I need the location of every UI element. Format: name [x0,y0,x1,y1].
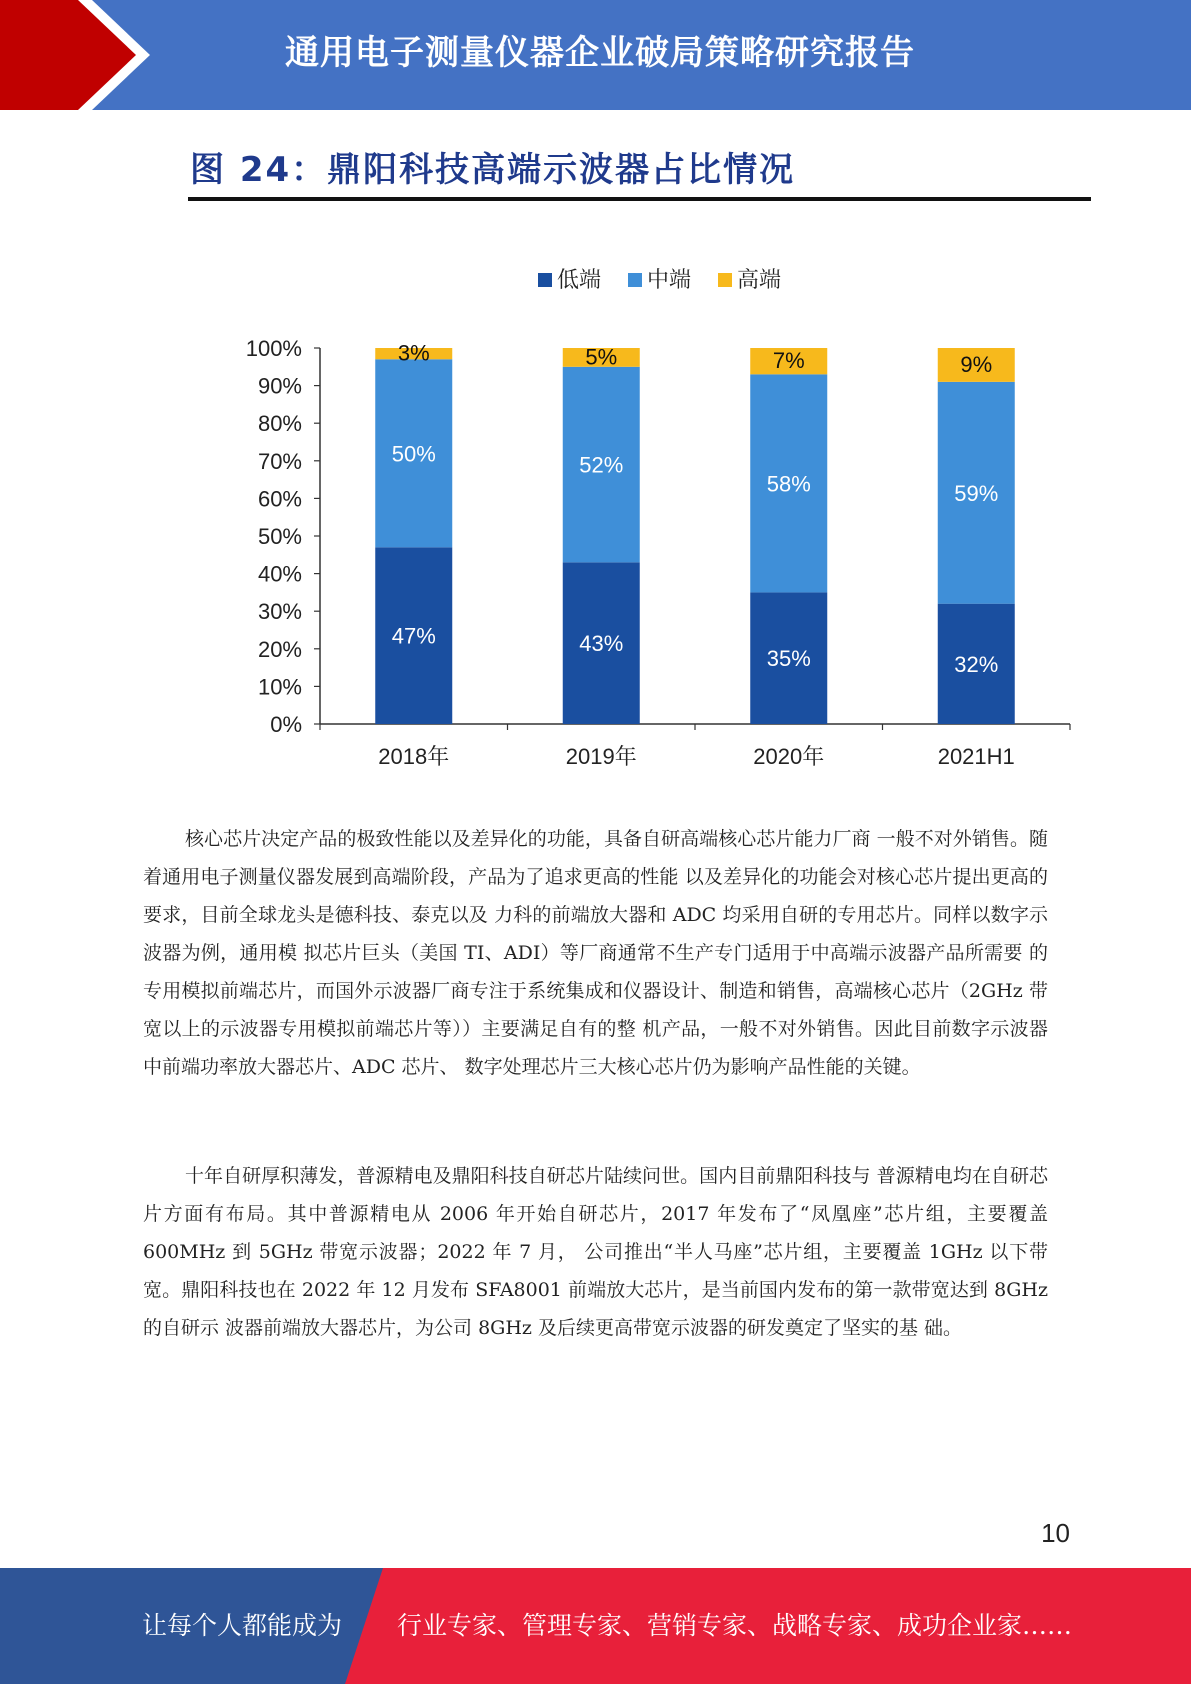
bar-label-2-1: 5% [585,344,618,370]
y-tick-label-7: 70% [257,448,302,474]
body-paragraph-2: 十年自研厚积薄发，普源精电及鼎阳科技自研芯片陆续问世。国内目前鼎阳科技与 普源精电均在自研芯片方面有布局。其中普源精电从 2006 年开始自研芯片，2017 年发布了“凤凰座”芯片组，主要覆盖 600MHz 到 5GHz 带宽示波器；2022 年 7 月， 公司推出“半人马座”芯片组，主要覆盖 1GHz 以下带宽。鼎阳科技也在 2022 年 12 月发布 SFA8001 前端放大芯片，是当前国内发布的第一款带宽达到 8GHz 的自研示 波器前端放大器芯片，为公司 8GHz 及后续更高带宽示波器的研发奠定了坚实的基 础。 [143,1165,1048,1339]
legend-label-1: 中端 [647,267,692,292]
x-tick-label-3: 2021H1 [937,744,1015,769]
body-paragraph-1: 核心芯片决定产品的极致性能以及差异化的功能，具备自研高端核心芯片能力厂商 一般不对外销售。随着通用电子测量仪器发展到高端阶段，产品为了追求更高的性能 以及差异化的功能会对核心芯片提出更高的要求，目前全球龙头是德科技、泰克以及 力科的前端放大器和 ADC 均采用自研的专用芯片。同样以数字示波器为例，通用模 拟芯片巨头（美国 TI、ADI）等厂商通常不生产专门适用于中高端示波器产品所需要 的专用模拟前端芯片，而国外示波器厂商专注于系统集成和仪器设计、制造和销售，高端核心芯片（2GHz 带宽以上的示波器专用模拟前端芯片等））主要满足自有的整 机产品，一般不对外销售。因此目前数字示波器中前端功率放大器芯片、ADC 芯片、 数字处理芯片三大核心芯片仍为影响产品性能的关键。 [143,828,1048,1078]
page-footer [0,1568,1191,1684]
y-tick-label-1: 10% [257,674,302,700]
bar-label-2-3: 9% [960,351,993,377]
x-tick-label-2: 2020年 [753,744,825,769]
y-tick-label-0: 0% [270,712,302,737]
bar-label-1-2: 58% [766,471,811,497]
caption-divider [188,197,1091,201]
page-number: 10 [1041,1518,1070,1548]
y-tick-label-8: 80% [257,411,302,437]
bar-label-2-2: 7% [772,348,805,374]
legend-label-0: 低端 [557,267,602,292]
y-tick-label-10: 100% [245,336,302,361]
y-tick-label-2: 20% [257,636,302,662]
bar-label-1-0: 50% [391,441,436,467]
legend-swatch-2 [718,273,732,287]
chart-svg [200,250,1100,780]
bar-label-1-1: 52% [579,452,624,478]
page-header [0,0,1191,110]
bar-label-0-3: 32% [954,651,999,677]
footer-slogan-right: 行业专家、管理专家、营销专家、战略专家、成功企业家…… [397,1611,1073,1640]
bar-label-0-2: 35% [766,646,811,672]
bar-label-2-0: 3% [397,340,430,366]
y-tick-label-4: 40% [257,561,302,587]
x-tick-label-0: 2018年 [378,744,450,769]
legend-swatch-1 [628,273,642,287]
footer-slogan-left: 让每个人都能成为 [142,1611,343,1640]
y-tick-label-3: 30% [257,599,302,625]
figure-caption: 图 24：鼎阳科技高端示波器占比情况 [190,150,796,190]
legend-swatch-0 [538,273,552,287]
bar-label-1-3: 59% [954,480,999,506]
report-title: 通用电子测量仪器企业破局策略研究报告 [285,33,915,73]
legend-label-2: 高端 [737,267,782,292]
y-tick-label-5: 50% [257,524,302,549]
y-tick-label-6: 60% [257,486,302,512]
y-tick-label-9: 90% [257,373,302,399]
stacked-bar-chart [200,250,1100,780]
bar-label-0-1: 43% [579,631,624,657]
x-tick-label-1: 2019年 [565,744,637,769]
bar-label-0-0: 47% [391,623,436,649]
